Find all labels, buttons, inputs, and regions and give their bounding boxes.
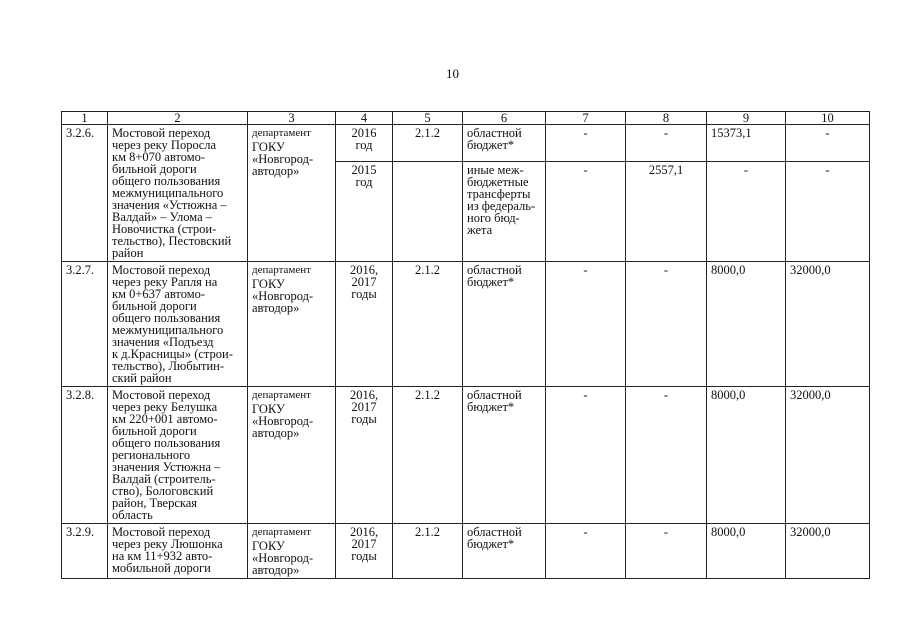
term-line: 2017 xyxy=(351,400,377,414)
item-number: 3.2.7. xyxy=(62,262,108,387)
header-cell: 9 xyxy=(707,112,786,125)
funding-source-line: жета xyxy=(467,223,493,238)
term-line: годы xyxy=(351,287,377,301)
value-col-10: 32000,0 xyxy=(786,262,870,387)
term xyxy=(336,524,393,579)
value-col-7: - xyxy=(546,125,626,162)
executor xyxy=(248,524,336,579)
funding-source-line: иные меж- xyxy=(467,163,524,178)
item-name-line: бильной дороги xyxy=(112,299,197,313)
item-name-line: регионального xyxy=(112,448,191,462)
executor-org-line: ГОКУ xyxy=(252,402,285,416)
value-col-8: - xyxy=(626,262,707,387)
target-code: 2.1.2 xyxy=(393,524,463,579)
value-col-8: - xyxy=(626,524,707,579)
target-code: 2.1.2 xyxy=(393,125,463,162)
item-name-line: км 220+001 автомо- xyxy=(112,412,218,426)
program-table xyxy=(61,111,870,579)
term-line: годы xyxy=(351,549,377,563)
funding-source xyxy=(463,262,546,387)
funding-source-line: областной xyxy=(467,525,522,539)
item-name-line: район, Тверская xyxy=(112,496,198,510)
executor-org-line: ГОКУ xyxy=(252,539,285,553)
value-col-9: 8000,0 xyxy=(707,387,786,524)
item-name xyxy=(108,524,248,579)
term-line: 2017 xyxy=(351,275,377,289)
item-name-line: межмуниципального xyxy=(112,186,224,200)
item-name-line: через реку Люшонка xyxy=(112,537,223,551)
term-line: год xyxy=(355,138,373,152)
item-name-line: бильной дороги xyxy=(112,424,197,438)
term-line: год xyxy=(355,175,373,190)
term xyxy=(336,387,393,524)
item-name-line: общего пользования xyxy=(112,311,221,325)
executor-org-line: автодор» xyxy=(252,301,300,315)
item-name-line: тельство), Пестовский xyxy=(112,234,232,248)
executor-org-line: «Новгород- xyxy=(252,414,314,428)
executor xyxy=(248,387,336,524)
table-row xyxy=(62,262,870,387)
page-number: 10 xyxy=(446,66,459,81)
term-line: годы xyxy=(351,412,377,426)
funding-source-line: бюджет* xyxy=(467,537,515,551)
item-name-line: Валдай (строитель- xyxy=(112,472,216,486)
item-name-line: через реку Белушка xyxy=(112,400,218,414)
item-name-line: значения Устюжна – xyxy=(112,460,221,474)
funding-source-line: ного бюд- xyxy=(467,211,520,226)
header-cell: 8 xyxy=(626,112,707,125)
table-row xyxy=(62,387,870,524)
term-line: 2016, xyxy=(349,525,379,539)
header-row xyxy=(62,112,870,125)
funding-source-line: областной xyxy=(467,388,522,402)
item-name-line: район xyxy=(112,246,144,260)
executor-org-line: ГОКУ xyxy=(252,140,285,154)
funding-source xyxy=(463,387,546,524)
value-col-10: 32000,0 xyxy=(786,387,870,524)
target-code xyxy=(393,162,463,262)
value-col-7: - xyxy=(546,262,626,387)
executor-org-line: «Новгород- xyxy=(252,289,314,303)
item-name-line: общего пользования xyxy=(112,174,221,188)
executor-department: департамент xyxy=(252,526,311,538)
header-cell: 3 xyxy=(248,112,336,125)
value-col-10: 32000,0 xyxy=(786,524,870,579)
item-name-line: значения «Подъезд xyxy=(112,335,214,349)
funding-source-line: бюджет* xyxy=(467,400,515,414)
executor-org-line: автодор» xyxy=(252,563,300,577)
value-col-9: 8000,0 xyxy=(707,262,786,387)
item-name-line: км 0+637 автомо- xyxy=(112,287,206,301)
executor xyxy=(248,125,336,262)
item-name-line: мобильной дороги xyxy=(112,561,211,575)
funding-source-line: областной xyxy=(467,263,522,277)
value-col-7: - xyxy=(546,162,626,262)
item-name-line: на км 11+932 авто- xyxy=(112,549,213,563)
funding-source xyxy=(463,162,546,262)
target-code: 2.1.2 xyxy=(393,262,463,387)
funding-source-line: областной xyxy=(467,126,522,140)
term xyxy=(336,125,393,162)
header-cell: 7 xyxy=(546,112,626,125)
value-col-10: - xyxy=(786,162,870,262)
executor-department: департамент xyxy=(252,389,311,401)
item-name-line: через реку Пороcла xyxy=(112,138,217,152)
item-number: 3.2.9. xyxy=(62,524,108,579)
header-cell: 4 xyxy=(336,112,393,125)
item-name-line: Валдай» – Улома – xyxy=(112,210,213,224)
header-cell: 6 xyxy=(463,112,546,125)
term-line: 2016, xyxy=(349,388,379,402)
funding-source-line: из федераль- xyxy=(467,199,536,214)
executor-department: департамент xyxy=(252,127,311,139)
header-cell: 2 xyxy=(108,112,248,125)
funding-source-line: бюджетные xyxy=(467,175,529,190)
executor-org-line: «Новгород- xyxy=(252,152,314,166)
executor-department: департамент xyxy=(252,264,311,276)
header-cell: 5 xyxy=(393,112,463,125)
executor-org-line: «Новгород- xyxy=(252,551,314,565)
value-col-8: - xyxy=(626,125,707,162)
item-name-line: значения «Устюжна – xyxy=(112,198,227,212)
funding-source xyxy=(463,125,546,162)
item-name-line: Мостовой переход xyxy=(112,263,211,277)
value-col-8: - xyxy=(626,387,707,524)
executor-org-line: автодор» xyxy=(252,426,300,440)
item-name-line: Мостовой переход xyxy=(112,388,211,402)
header-cell: 1 xyxy=(62,112,108,125)
item-name-line: к д.Красницы» (строи- xyxy=(112,347,233,361)
value-col-7: - xyxy=(546,524,626,579)
funding-source-line: бюджет* xyxy=(467,275,515,289)
value-col-9: 8000,0 xyxy=(707,524,786,579)
term xyxy=(336,262,393,387)
item-name-line: ство), Бологовский xyxy=(112,484,214,498)
value-col-10: - xyxy=(786,125,870,162)
item-name xyxy=(108,387,248,524)
value-col-8: 2557,1 xyxy=(626,162,707,262)
funding-source-line: бюджет* xyxy=(467,138,515,152)
executor xyxy=(248,262,336,387)
item-name-line: Мостовой переход xyxy=(112,525,211,539)
item-name-line: общего пользования xyxy=(112,436,221,450)
term-line: 2016, xyxy=(349,263,379,277)
funding-source-line: трансферты xyxy=(467,187,531,202)
item-name-line: Новочистка (строи- xyxy=(112,222,217,236)
item-number: 3.2.6. xyxy=(62,125,108,262)
item-name xyxy=(108,262,248,387)
term-line: 2016 xyxy=(351,126,377,140)
executor-org-line: ГОКУ xyxy=(252,277,285,291)
item-name-line: тельство), Любытин- xyxy=(112,359,225,373)
term xyxy=(336,162,393,262)
item-name-line: область xyxy=(112,508,153,522)
item-name-line: ский район xyxy=(112,371,172,385)
item-name-line: межмуниципального xyxy=(112,323,224,337)
item-name-line: км 8+070 автомо- xyxy=(112,150,206,164)
item-name-line: бильной дороги xyxy=(112,162,197,176)
value-col-9: 15373,1 xyxy=(707,125,786,162)
target-code: 2.1.2 xyxy=(393,387,463,524)
executor-org-line: автодор» xyxy=(252,164,300,178)
term-line: 2015 xyxy=(351,163,377,178)
funding-source xyxy=(463,524,546,579)
table-row xyxy=(62,125,870,162)
term-line: 2017 xyxy=(351,537,377,551)
item-name-line: Мостовой переход xyxy=(112,126,211,140)
item-name xyxy=(108,125,248,262)
item-name-line: через реку Рапля на xyxy=(112,275,218,289)
table-row xyxy=(62,524,870,579)
item-number: 3.2.8. xyxy=(62,387,108,524)
value-col-7: - xyxy=(546,387,626,524)
value-col-9: - xyxy=(707,162,786,262)
header-cell: 10 xyxy=(786,112,870,125)
